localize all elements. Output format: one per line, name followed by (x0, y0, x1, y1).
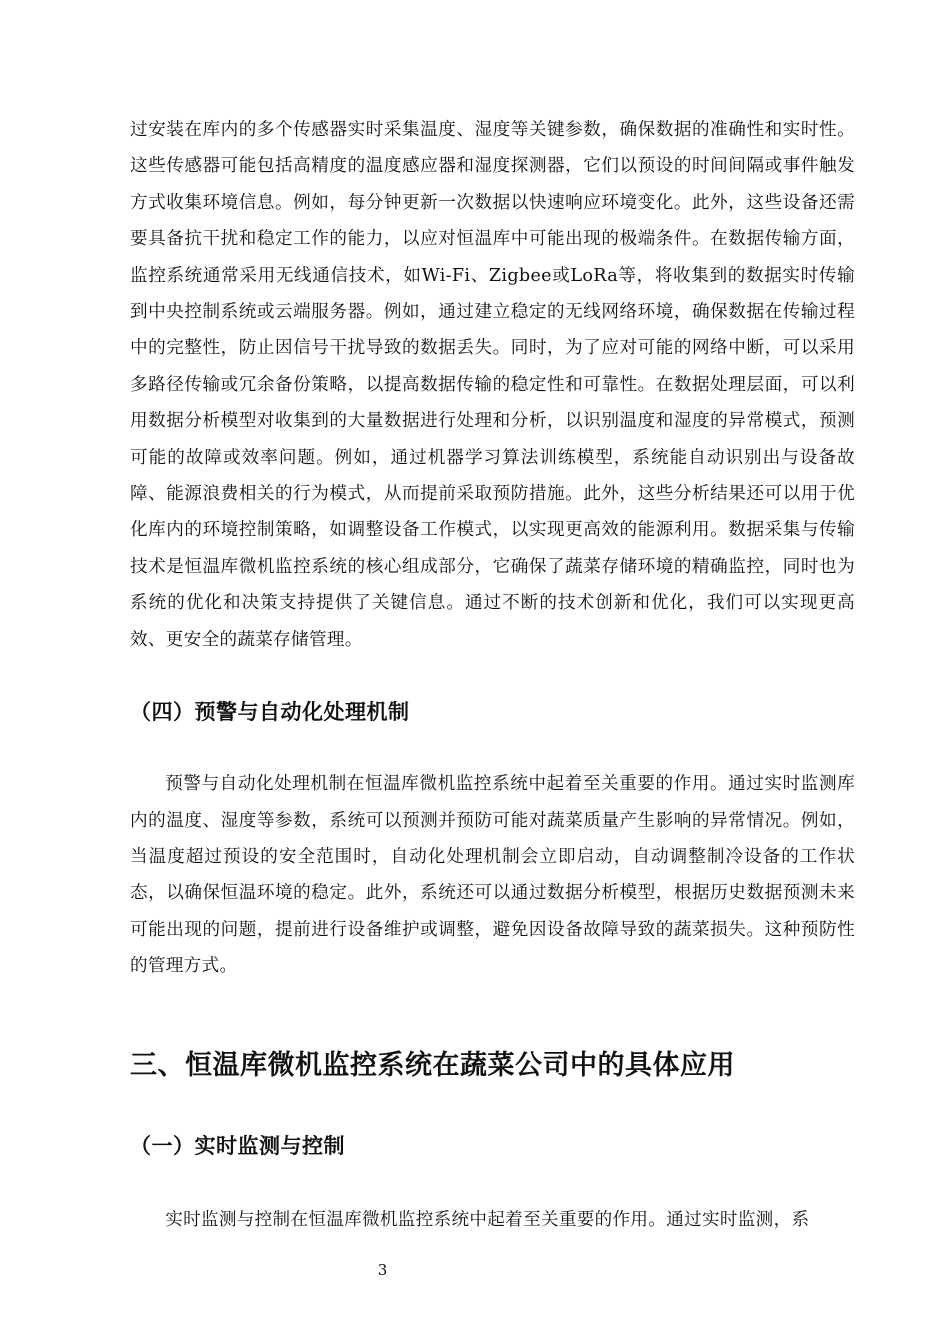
body-paragraph-data-collection: 过安装在库内的多个传感器实时采集温度、湿度等关键参数，确保数据的准确性和实时性。这些传感器可能包括高精度的温度感应器和湿度探测器，它们以预设的时间间隔或事件触发方式收集环境信息。例如，每分钟更新一次数据以快速响应环境变化。此外，这些设备还需要具备抗干扰和稳定工作的能力，以应对恒温库中可能出现的极端条件。在数据传输方面，监控系统通常采用无线通信技术，如Wi-Fi、Zigbee或LoRa等，将收集到的数据实时传输到中央控制系统或云端服务器。例如，通过建立稳定的无线网络环境，确保数据在传输过程中的完整性，防止因信号干扰导致的数据丢失。同时，为了应对可能的网络中断，可以采用多路径传输或冗余备份策略，以提高数据传输的稳定性和可靠性。在数据处理层面，可以利用数据分析模型对收集到的大量数据进行处理和分析，以识别温度和湿度的异常模式，预测可能的故障或效率问题。例如，通过机器学习算法训练模型，系统能自动识别出与设备故障、能源浪费相关的行为模式，从而提前采取预防措施。此外，这些分析结果还可以用于优化库内的环境控制策略，如调整设备工作模式，以实现更高效的能源利用。数据采集与传输技术是恒温库微机监控系统的核心组成部分，它确保了蔬菜存储环境的精确监控，同时也为系统的优化和决策支持提供了关键信息。通过不断的技术创新和优化，我们可以实现更高效、更安全的蔬菜存储管理。 (130, 120, 855, 650)
body-paragraph-warning-mechanism: 预警与自动化处理机制在恒温库微机监控系统中起着至关重要的作用。通过实时监测库内的温度、湿度等参数，系统可以预测并预防可能对蔬菜质量产生影响的异常情况。例如，当温度超过预设的安全范围时，自动化处理机制会立即启动，自动调整制冷设备的工作状态，以确保恒温环境的稳定。此外，系统还可以通过数据分析模型，根据历史数据预测未来可能出现的问题，提前进行设备维护或调整，避免因设备故障导致的蔬菜损失。这种预防性的管理方式。 (130, 774, 855, 977)
section-heading-realtime-monitoring: （一）实时监测与控制 (130, 1133, 345, 1158)
page-number: 3 (377, 1261, 388, 1279)
section-heading-warning-mechanism: （四）预警与自动化处理机制 (130, 700, 410, 725)
chapter-heading-applications: 三、恒温库微机监控系统在蔬菜公司中的具体应用 (130, 1049, 735, 1081)
page-body (130, 112, 855, 1238)
body-paragraph-realtime-monitoring: 实时监测与控制在恒温库微机监控系统中起着至关重要的作用。通过实时监测，系 (165, 1209, 810, 1230)
